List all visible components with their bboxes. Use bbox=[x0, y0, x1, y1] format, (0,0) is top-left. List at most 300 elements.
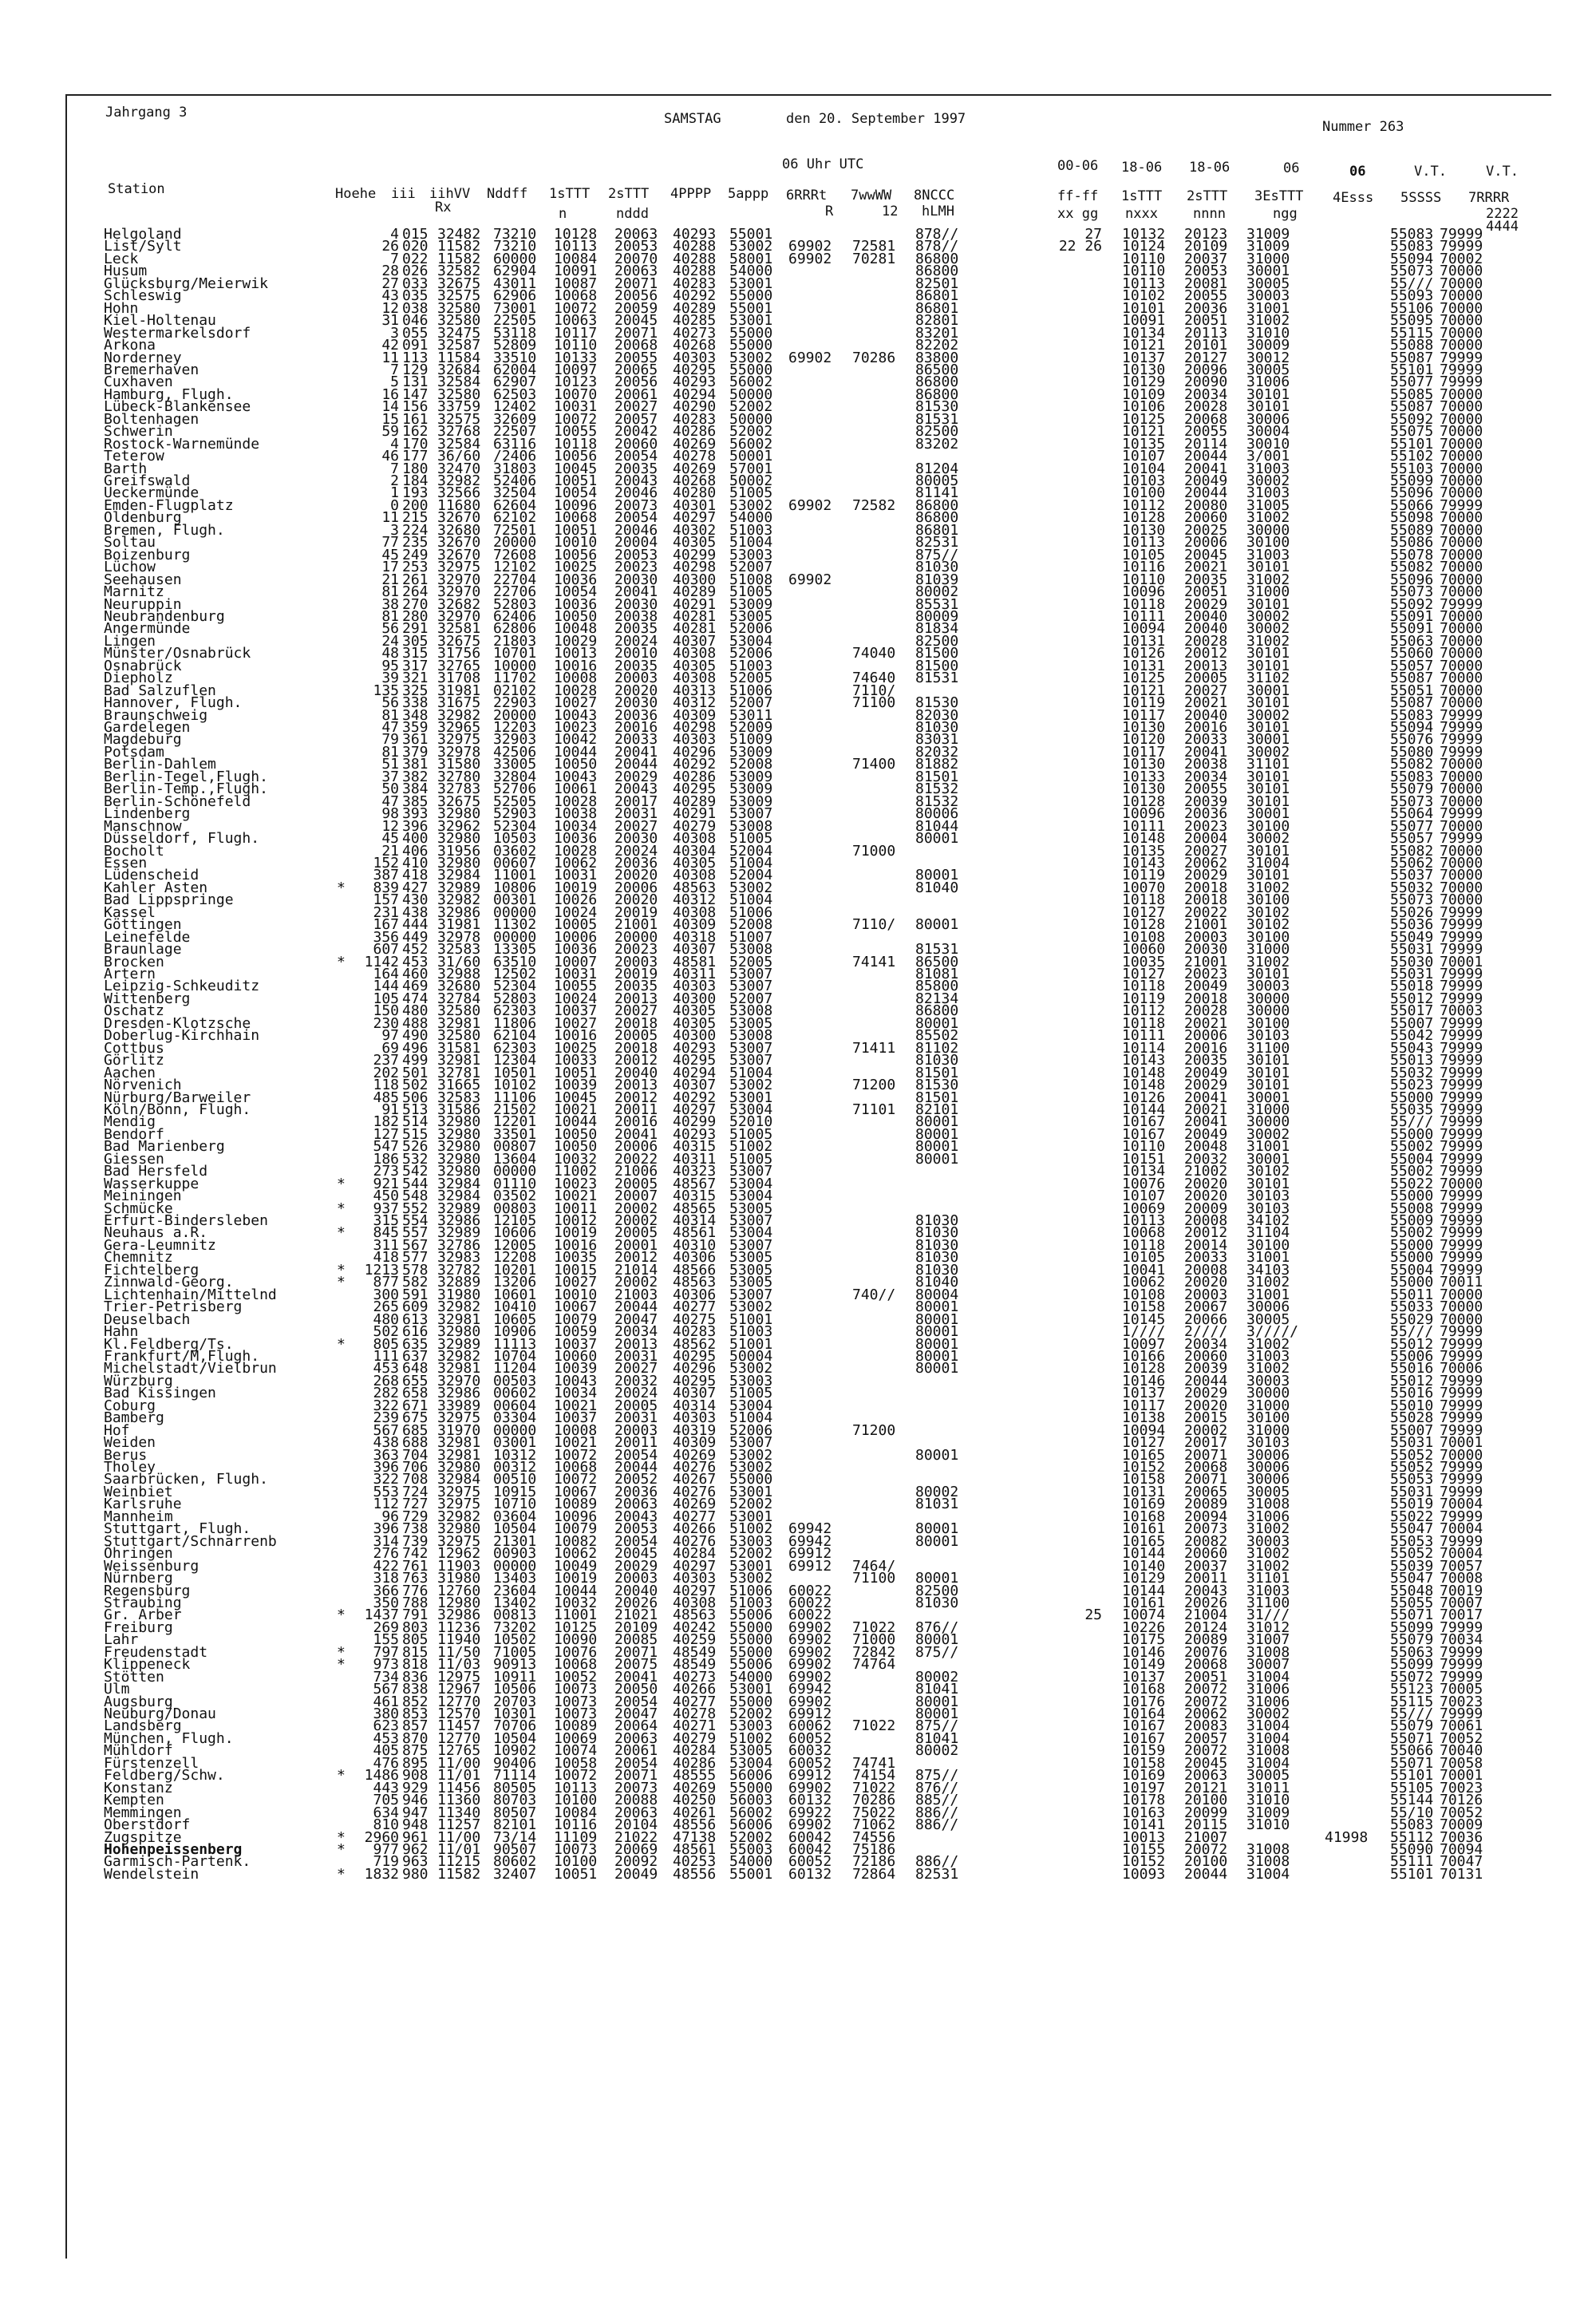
cell-ts1: 10015 bbox=[554, 1261, 598, 1279]
cell-e3: 30010 bbox=[1246, 435, 1290, 453]
cell-nddff: 03604 bbox=[493, 1508, 537, 1525]
cell-p4: 40294 bbox=[673, 1064, 717, 1081]
cell-s5: 55115 bbox=[1390, 1693, 1434, 1710]
cell-t2b: 20109 bbox=[1184, 238, 1228, 255]
cell-e3: 31101 bbox=[1246, 1570, 1290, 1587]
cell-r7: 70000 bbox=[1440, 756, 1483, 773]
cell-n8: 80001 bbox=[915, 867, 959, 884]
cell-r7: 70011 bbox=[1440, 1274, 1483, 1291]
cell-p4: 40296 bbox=[673, 1360, 717, 1377]
cell-t2b: 20021 bbox=[1184, 1101, 1228, 1118]
cell-r6: 60022 bbox=[788, 1594, 832, 1611]
cell-t1b: 10035 bbox=[1122, 953, 1166, 970]
cell-t2b: 20040 bbox=[1184, 620, 1228, 638]
cell-n8: 86800 bbox=[915, 373, 959, 391]
cell-r7: 70000 bbox=[1440, 670, 1483, 687]
cell-ts1: 10056 bbox=[554, 546, 598, 563]
cell-iii: 763 bbox=[402, 1570, 429, 1587]
cell-s5: 55017 bbox=[1390, 1002, 1434, 1020]
cell-t2b: 20006 bbox=[1184, 1027, 1228, 1045]
cell-r7: 79999 bbox=[1440, 1459, 1483, 1476]
cell-a5: 53004 bbox=[729, 1101, 773, 1118]
cell-ts2: 20061 bbox=[614, 1742, 658, 1760]
cell-station-name: Klippeneck bbox=[104, 1656, 191, 1674]
cell-t1b: 10110 bbox=[1122, 263, 1166, 280]
cell-p4: 48562 bbox=[673, 1335, 717, 1353]
cell-t2b: 20067 bbox=[1184, 1298, 1228, 1316]
cell-s5: 55052 bbox=[1390, 1446, 1434, 1464]
table-row bbox=[104, 928, 1508, 946]
col-iihvv: iihVV bbox=[429, 186, 471, 202]
cell-ts1: 10084 bbox=[554, 1804, 598, 1821]
cell-w7: 7464/ bbox=[852, 1557, 896, 1575]
cell-a5: 50000 bbox=[729, 385, 773, 403]
cell-height: 480 bbox=[373, 1310, 399, 1328]
cell-station-name: Lüdenscheid bbox=[104, 867, 200, 884]
cell-iihvv: 32580 bbox=[437, 1002, 481, 1020]
cell-r7: 79999 bbox=[1440, 1643, 1483, 1661]
cell-iii: 361 bbox=[402, 731, 429, 749]
cell-t1b: 10110 bbox=[1122, 250, 1166, 267]
cell-r6: 69942 bbox=[788, 1520, 832, 1538]
day-label: SAMSTAG bbox=[664, 111, 721, 127]
cell-iihvv: 32584 bbox=[437, 435, 481, 453]
cell-station-name: Freiburg bbox=[104, 1618, 173, 1636]
cell-r6: 69912 bbox=[788, 1545, 832, 1563]
cell-nddff: 32407 bbox=[493, 1865, 537, 1883]
cell-iii: 963 bbox=[402, 1853, 429, 1871]
cell-t2b: 20023 bbox=[1184, 817, 1228, 835]
jahrgang-label: Jahrgang 3 bbox=[105, 105, 188, 121]
cell-p4: 40288 bbox=[673, 263, 717, 280]
cell-e3: 30101 bbox=[1246, 595, 1290, 613]
cell-nddff: 73210 bbox=[493, 226, 537, 243]
cell-ts1: 10044 bbox=[554, 1113, 598, 1131]
cell-t2b: 20045 bbox=[1184, 1754, 1228, 1772]
table-row bbox=[104, 731, 1508, 749]
cell-height: 7 bbox=[390, 250, 399, 267]
table-row bbox=[104, 879, 1508, 896]
cell-w7: 71200 bbox=[852, 1077, 896, 1094]
cell-n8: 82500 bbox=[915, 423, 959, 441]
cell-s5: 55006 bbox=[1390, 1347, 1434, 1365]
cell-nddff: 73202 bbox=[493, 1618, 537, 1636]
cell-ts1: 10110 bbox=[554, 337, 598, 354]
table-row bbox=[104, 1508, 1508, 1525]
cell-ts2: 20027 bbox=[614, 1360, 658, 1377]
cell-r6: 69902 bbox=[788, 238, 832, 255]
cell-p4: 40312 bbox=[673, 891, 717, 909]
table-row bbox=[104, 805, 1508, 823]
cell-n8: 80006 bbox=[915, 805, 959, 823]
cell-r7: 79999 bbox=[1440, 903, 1483, 921]
cell-n8: 81030 bbox=[915, 719, 959, 736]
cell-nddff: 62004 bbox=[493, 361, 537, 378]
cell-s5: 55013 bbox=[1390, 1052, 1434, 1069]
cell-s5: 55082 bbox=[1390, 756, 1434, 773]
cell-iii: 609 bbox=[402, 1298, 429, 1316]
cell-e3: 31010 bbox=[1246, 1792, 1290, 1809]
cell-ts1: 10058 bbox=[554, 1754, 598, 1772]
cell-ts2: 20030 bbox=[614, 694, 658, 712]
cell-n8: 85531 bbox=[915, 595, 959, 613]
cell-station-name: Glücksburg/Meierwik bbox=[104, 275, 268, 292]
cell-nddff: 12208 bbox=[493, 1249, 537, 1267]
cell-s5: 55111 bbox=[1390, 1853, 1434, 1871]
cell-t1b: 10094 bbox=[1122, 620, 1166, 638]
cell-iii: 291 bbox=[402, 620, 429, 638]
cell-n8: 86800 bbox=[915, 263, 959, 280]
cell-n8: 875// bbox=[915, 546, 959, 563]
cell-p4: 40250 bbox=[673, 1792, 717, 1809]
cell-ts2: 20070 bbox=[614, 250, 658, 267]
cell-a5: 53009 bbox=[729, 595, 773, 613]
table-row bbox=[104, 1052, 1508, 1069]
cell-height: 567 bbox=[373, 1421, 399, 1439]
cell-n8: 80001 bbox=[915, 1631, 959, 1649]
cell-height: 438 bbox=[373, 1434, 399, 1452]
cell-p4: 40299 bbox=[673, 546, 717, 563]
cell-iihvv: 32580 bbox=[437, 312, 481, 330]
cell-a5: 51003 bbox=[729, 1323, 773, 1341]
cell-ts1: 11109 bbox=[554, 1828, 598, 1846]
cell-t2b: 20029 bbox=[1184, 1077, 1228, 1094]
cell-e3: 31/// bbox=[1246, 1607, 1290, 1624]
cell-t1b: 10143 bbox=[1122, 854, 1166, 871]
cell-a5: 51005 bbox=[729, 1125, 773, 1143]
cell-a5: 55001 bbox=[729, 1865, 773, 1883]
cell-w7: 71411 bbox=[852, 1039, 896, 1057]
cell-ts1: 10029 bbox=[554, 632, 598, 650]
cell-height: 318 bbox=[373, 1570, 399, 1587]
cell-p4: 40308 bbox=[673, 867, 717, 884]
cell-r7: 70000 bbox=[1440, 423, 1483, 441]
cell-ts2: 20045 bbox=[614, 1545, 658, 1563]
cell-ts2: 20088 bbox=[614, 1792, 658, 1809]
cell-t1b: 10069 bbox=[1122, 1199, 1166, 1217]
cell-iihvv: 32970 bbox=[437, 607, 481, 625]
cell-e3: 31008 bbox=[1246, 1840, 1290, 1858]
cell-height: 39 bbox=[381, 670, 399, 687]
cell-t1b: 10135 bbox=[1122, 842, 1166, 860]
cell-ts2: 20053 bbox=[614, 1520, 658, 1538]
cell-iihvv: 12770 bbox=[437, 1729, 481, 1747]
cell-r7: 79999 bbox=[1440, 1089, 1483, 1106]
cell-s5: 55049 bbox=[1390, 928, 1434, 946]
cell-iii: 264 bbox=[402, 583, 429, 601]
cell-t1b: 10152 bbox=[1122, 1459, 1166, 1476]
cell-nddff: 11702 bbox=[493, 670, 537, 687]
cell-height: 95 bbox=[381, 657, 399, 674]
cell-iihvv: 32975 bbox=[437, 1409, 481, 1427]
cell-station-name: Giessen bbox=[104, 1150, 164, 1168]
cell-iihvv: 36/60 bbox=[437, 448, 481, 465]
table-row bbox=[104, 1002, 1508, 1020]
cell-ts1: 10113 bbox=[554, 238, 598, 255]
table-row bbox=[104, 953, 1508, 970]
cell-s5: 55032 bbox=[1390, 1064, 1434, 1081]
cell-e3: 30006 bbox=[1246, 1298, 1290, 1316]
cell-ts2: 20044 bbox=[614, 1459, 658, 1476]
cell-r7: 70000 bbox=[1440, 287, 1483, 305]
cell-s5: 55031 bbox=[1390, 1483, 1434, 1500]
cell-nddff: 43011 bbox=[493, 275, 537, 292]
table-row bbox=[104, 941, 1508, 958]
cell-r7: 79999 bbox=[1440, 1101, 1483, 1118]
cell-s5: 55016 bbox=[1390, 1360, 1434, 1377]
table-row bbox=[104, 1163, 1508, 1180]
cell-iihvv: 32982 bbox=[437, 1298, 481, 1316]
cell-p4: 40277 bbox=[673, 1298, 717, 1316]
cell-iihvv: 32965 bbox=[437, 719, 481, 736]
cell-iihvv: 11/00 bbox=[437, 1828, 481, 1846]
cell-iii: 469 bbox=[402, 978, 429, 995]
cell-iihvv: 32980 bbox=[437, 830, 481, 848]
cell-t1b: 10165 bbox=[1122, 1532, 1166, 1550]
cell-s5: 55/// bbox=[1390, 1113, 1434, 1131]
cell-t2b: 20066 bbox=[1184, 1310, 1228, 1328]
cell-r7: 70131 bbox=[1440, 1865, 1483, 1883]
cell-e3: 30101 bbox=[1246, 398, 1290, 416]
cell-nddff: 22507 bbox=[493, 423, 537, 441]
cell-height: 797 bbox=[373, 1643, 399, 1661]
cell-t1b: 10144 bbox=[1122, 1101, 1166, 1118]
cell-iihvv: 12760 bbox=[437, 1582, 481, 1599]
cell-p4: 40305 bbox=[673, 1002, 717, 1020]
cell-iii: 261 bbox=[402, 571, 429, 588]
cell-ts2: 20041 bbox=[614, 1125, 658, 1143]
table-row bbox=[104, 1360, 1508, 1377]
cell-ts2: 20057 bbox=[614, 410, 658, 428]
cell-a5: 51004 bbox=[729, 1064, 773, 1081]
cell-ts2: 20004 bbox=[614, 534, 658, 551]
cell-s5: 55071 bbox=[1390, 1607, 1434, 1624]
cell-ts1: 10067 bbox=[554, 1483, 598, 1500]
cell-iihvv: 32975 bbox=[437, 1496, 481, 1513]
cell-p4: 40300 bbox=[673, 1027, 717, 1045]
cell-s5: 55031 bbox=[1390, 1434, 1434, 1452]
cell-s5: 55144 bbox=[1390, 1792, 1434, 1809]
cell-n8: 80001 bbox=[915, 830, 959, 848]
cell-a5: 50004 bbox=[729, 1347, 773, 1365]
cell-s5: 55000 bbox=[1390, 1274, 1434, 1291]
cell-ts1: 10043 bbox=[554, 706, 598, 724]
cell-nddff: 10605 bbox=[493, 1310, 537, 1328]
cell-height: 705 bbox=[373, 1792, 399, 1809]
cell-iii: 359 bbox=[402, 719, 429, 736]
cell-height: 155 bbox=[373, 1631, 399, 1649]
cell-t1b: 10175 bbox=[1122, 1631, 1166, 1649]
cell-t2b: 20068 bbox=[1184, 1459, 1228, 1476]
cell-r7: 70052 bbox=[1440, 1729, 1483, 1747]
cell-a5: 55000 bbox=[729, 1471, 773, 1488]
cell-e3: 31101 bbox=[1246, 756, 1290, 773]
cell-height: 112 bbox=[373, 1496, 399, 1513]
cell-n8: 875// bbox=[915, 1767, 959, 1784]
cell-t1b: 10151 bbox=[1122, 1150, 1166, 1168]
cell-ts2: 21014 bbox=[614, 1261, 658, 1279]
cell-w7: 7110/ bbox=[852, 682, 896, 699]
cell-n8: 81040 bbox=[915, 1274, 959, 1291]
cell-e3: 30003 bbox=[1246, 1372, 1290, 1389]
cell-ts1: 10024 bbox=[554, 990, 598, 1007]
cell-ts2: 20075 bbox=[614, 1656, 658, 1674]
cell-ts2: 20063 bbox=[614, 263, 658, 280]
cell-a5: 50002 bbox=[729, 472, 773, 489]
cell-nddff: 11806 bbox=[493, 1014, 537, 1032]
cell-ts1: 10045 bbox=[554, 460, 598, 477]
cell-iii: 418 bbox=[402, 867, 429, 884]
cell-height: 3 bbox=[390, 324, 399, 342]
cell-iii: 224 bbox=[402, 521, 429, 539]
cell-ts2: 20005 bbox=[614, 1397, 658, 1414]
cell-s5: 55087 bbox=[1390, 349, 1434, 366]
cell-nddff: 20000 bbox=[493, 534, 537, 551]
cell-ts2: 20031 bbox=[614, 805, 658, 823]
cell-n8: 80001 bbox=[915, 1113, 959, 1131]
cell-n8: 86801 bbox=[915, 287, 959, 305]
cell-n8: 83201 bbox=[915, 324, 959, 342]
cell-n8: 81531 bbox=[915, 670, 959, 687]
cell-height: 21 bbox=[381, 842, 399, 860]
table-row bbox=[104, 1125, 1508, 1143]
cell-ts1: 10072 bbox=[554, 410, 598, 428]
cell-r7: 79999 bbox=[1440, 1052, 1483, 1069]
cell-t1b: 10091 bbox=[1122, 312, 1166, 330]
cell-s5: 55105 bbox=[1390, 1779, 1434, 1796]
cell-n8: 81141 bbox=[915, 484, 959, 502]
cell-ts2: 20036 bbox=[614, 854, 658, 871]
cell-s5: 55012 bbox=[1390, 1335, 1434, 1353]
cell-iihvv: 32986 bbox=[437, 1607, 481, 1624]
cell-a5: 51006 bbox=[729, 903, 773, 921]
cell-a5: 53008 bbox=[729, 1002, 773, 1020]
cell-s5: 55079 bbox=[1390, 1631, 1434, 1649]
cell-r7: 70000 bbox=[1440, 1310, 1483, 1328]
cell-n8: 875// bbox=[915, 1643, 959, 1661]
cell-e3: 30101 bbox=[1246, 694, 1290, 712]
col-ff-ff: ff-ff bbox=[1057, 188, 1099, 204]
cell-a5: 51007 bbox=[729, 928, 773, 946]
cell-station-name: Köln/Bonn, Flugh. bbox=[104, 1101, 251, 1118]
cell-r7: 70000 bbox=[1440, 385, 1483, 403]
cell-ts2: 20085 bbox=[614, 1631, 658, 1649]
cell-iihvv: 11680 bbox=[437, 496, 481, 514]
cell-nddff: 00803 bbox=[493, 1199, 537, 1217]
cell-t1b: 10096 bbox=[1122, 583, 1166, 601]
cell-t2b: 20025 bbox=[1184, 521, 1228, 539]
cell-ts2: 20052 bbox=[614, 1471, 658, 1488]
cell-iii: 729 bbox=[402, 1508, 429, 1525]
cell-n8: 80001 bbox=[915, 1138, 959, 1156]
cell-mountain-marker: * bbox=[337, 1840, 346, 1858]
cell-ts2: 20056 bbox=[614, 373, 658, 391]
cell-t1b: 10118 bbox=[1122, 1236, 1166, 1254]
cell-ts1: 10049 bbox=[554, 1557, 598, 1575]
cell-station-name: Hohenpeissenberg bbox=[104, 1840, 243, 1858]
cell-t2b: 20072 bbox=[1184, 1681, 1228, 1698]
cell-mountain-marker: * bbox=[337, 1656, 346, 1674]
cell-s5: 55007 bbox=[1390, 1421, 1434, 1439]
cell-nddff: 12005 bbox=[493, 1236, 537, 1254]
cell-iihvv: 31580 bbox=[437, 756, 481, 773]
cell-iihvv: 32765 bbox=[437, 657, 481, 674]
cell-ts1: 10100 bbox=[554, 1853, 598, 1871]
table-row bbox=[104, 1570, 1508, 1587]
cell-t1b: 10131 bbox=[1122, 1483, 1166, 1500]
cell-r7: 79999 bbox=[1440, 1483, 1483, 1500]
cell-iii: 875 bbox=[402, 1742, 429, 1760]
cell-n8: 81530 bbox=[915, 398, 959, 416]
cell-s5: 55029 bbox=[1390, 1310, 1434, 1328]
cell-ts1: 10024 bbox=[554, 903, 598, 921]
cell-nddff: 10504 bbox=[493, 1729, 537, 1747]
cell-w7: 70281 bbox=[852, 250, 896, 267]
cell-a5: 53005 bbox=[729, 1274, 773, 1291]
cell-iii: 180 bbox=[402, 460, 429, 477]
cell-p4: 40306 bbox=[673, 1249, 717, 1267]
cell-r7: 70000 bbox=[1440, 324, 1483, 342]
cell-t1b: 10164 bbox=[1122, 1705, 1166, 1722]
table-row bbox=[104, 1754, 1508, 1772]
cell-t2b: 20036 bbox=[1184, 299, 1228, 317]
cell-iii: 501 bbox=[402, 1064, 429, 1081]
cell-s5: 55004 bbox=[1390, 1261, 1434, 1279]
cell-station-name: List/Sylt bbox=[104, 238, 182, 255]
cell-ts2: 20055 bbox=[614, 349, 658, 366]
cell-ts1: 10050 bbox=[554, 1125, 598, 1143]
cell-e3: 31009 bbox=[1246, 226, 1290, 243]
cell-n8: 81532 bbox=[915, 792, 959, 810]
cell-n8: 82531 bbox=[915, 534, 959, 551]
cell-n8: 80001 bbox=[915, 1014, 959, 1032]
cell-station-name: Aachen bbox=[104, 1064, 156, 1081]
cell-r7: 70126 bbox=[1440, 1792, 1483, 1809]
cell-iii: 805 bbox=[402, 1631, 429, 1649]
cell-ts2: 20029 bbox=[614, 1557, 658, 1575]
cell-nddff: 10410 bbox=[493, 1298, 537, 1316]
cell-height: 150 bbox=[373, 1002, 399, 1020]
table-row bbox=[104, 1459, 1508, 1476]
cell-station-name: Lingen bbox=[104, 632, 156, 650]
cell-iihvv: 11236 bbox=[437, 1618, 481, 1636]
cell-n8: 80001 bbox=[915, 1125, 959, 1143]
cell-t1b: 10134 bbox=[1122, 1163, 1166, 1180]
cell-iii: 648 bbox=[402, 1360, 429, 1377]
cell-t2b: 20049 bbox=[1184, 1125, 1228, 1143]
cell-height: 11 bbox=[381, 509, 399, 527]
cell-iihvv: 12962 bbox=[437, 1545, 481, 1563]
cell-r7: 79999 bbox=[1440, 226, 1483, 243]
cell-s5: 55/// bbox=[1390, 1323, 1434, 1341]
table-row bbox=[104, 781, 1508, 798]
col-hoehe: Hoehe bbox=[335, 186, 377, 202]
table-row bbox=[104, 349, 1508, 366]
cell-iihvv: 12967 bbox=[437, 1681, 481, 1698]
cell-t2b: 20013 bbox=[1184, 657, 1228, 674]
cell-t1b: 10129 bbox=[1122, 1570, 1166, 1587]
cell-t1b: 10161 bbox=[1122, 1520, 1166, 1538]
cell-iii: 946 bbox=[402, 1792, 429, 1809]
cell-s5: 55078 bbox=[1390, 546, 1434, 563]
cell-p4: 40278 bbox=[673, 1705, 717, 1722]
cell-s5: 55000 bbox=[1390, 1125, 1434, 1143]
cell-ff: 22 26 bbox=[1058, 238, 1102, 255]
cell-n8: 80002 bbox=[915, 1483, 959, 1500]
cell-r7: 70000 bbox=[1440, 559, 1483, 576]
cell-r7: 79999 bbox=[1440, 1261, 1483, 1279]
cell-ts2: 20056 bbox=[614, 287, 658, 305]
